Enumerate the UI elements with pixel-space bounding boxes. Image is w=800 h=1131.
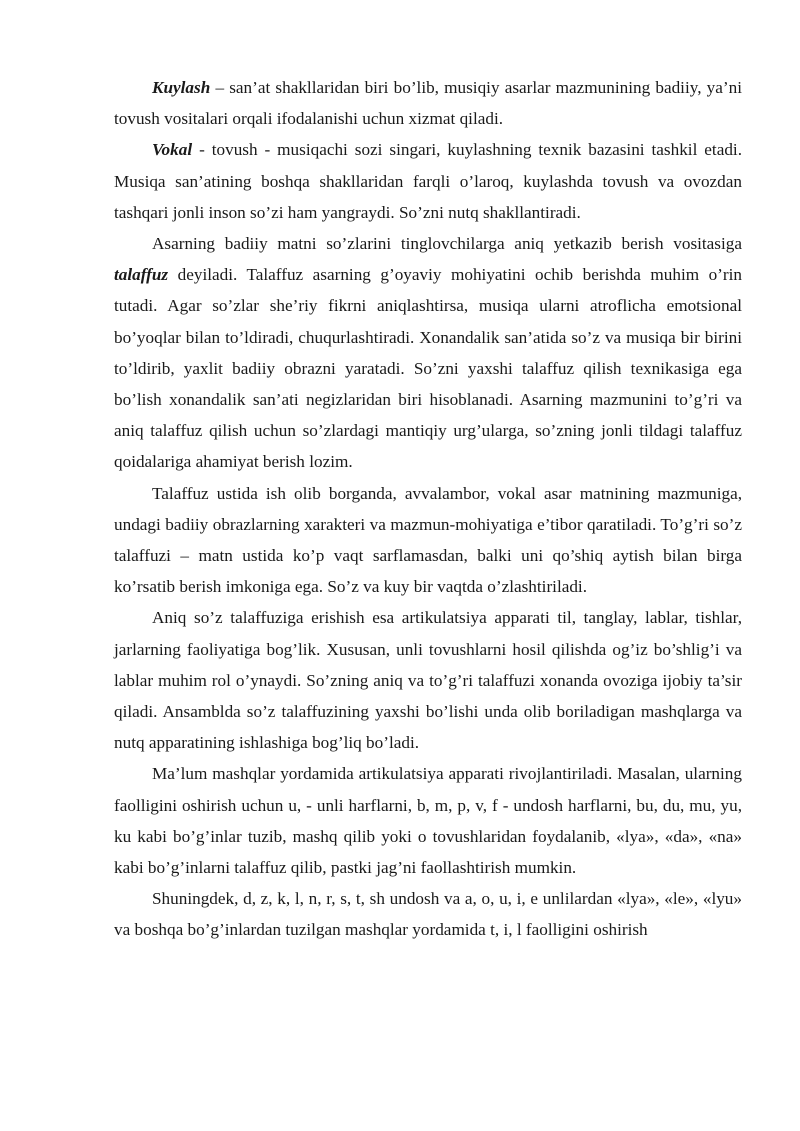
paragraph-artikulatsiya: Aniq so’z talaffuziga erishish esa artikulatsiya apparati til, tanglay, lablar, tishlar, jarlarning faoliyatiga bog’lik. Xususan, unli tovushlarni hosil qilishda og’iz bo’shlig’i va lablar muhim rol o’ynaydi. So’zning aniq va to’g’ri talaffuzi xonanda ovoziga ijobiy ta’sir qiladi. Ansamblda so’z talaffuzining yaxshi bo’lishi unda olib boriladigan mashqlarga va nutq apparatining ishlashiga bog’liq bo’ladi. bbox=[114, 608, 742, 753]
term-talaffuz: talaffuz bbox=[114, 265, 169, 285]
paragraph-text: – san’at shakllaridan biri bo’lib, musiqiy asarlar mazmunining badiiy, ya’ni tovush vositalari orqali ifodalanishi uchun xizmat qiladi. bbox=[114, 78, 742, 129]
paragraph-mashqlar: Ma’lum mashqlar yordamida artikulatsiya apparati rivojlantiriladi. Masalan, ularning faolligini oshirish uchun u, - unli harflarni, b, m, p, v, f - undosh harflarni, bu, du, mu, yu, ku kabi bo’g’inlar tuzib, mashq qilib yoki o tovushlaridan foydalanib, «lya», «da», «na» kabi bo’g’inlarni talaffuz qilib, pastki jag’ni faollashtirish mumkin. bbox=[114, 764, 742, 878]
paragraph-text-before: Asarning badiiy matni so’zlarini tinglovchilarga aniq yetkazib berish vositasiga bbox=[152, 234, 742, 254]
term-kuylash: Kuylash bbox=[152, 78, 211, 97]
paragraph-shuningdek: Shuningdek, d, z, k, l, n, r, s, t, sh undosh va a, o, u, i, e unlilardan «lya», «le», «lyu» va boshqa bo’g’inlardan tuzilgan mashqlar yordamida t, i, l faolligini oshirish bbox=[114, 889, 742, 940]
paragraph-text: deyiladi. Talaffuz asarning g’oyaviy mohiyatini ochib berishda muhim o’rin tutadi. Agar so’zlar she’riy fikrni aniqlashtirsa, musiqa ularni atroflicha emotsional bo’yoqlar bilan to’ldiradi, chuqurlashtiradi. Xonandalik san’atida so’z va musiqa bir birini to’ldirib, yaxlit badiiy obrazni yaratadi. So’zni yaxshi talaffuz qilish texnikasiga ega bo’lish xonandalik san’ati negizlaridan biri hisoblanadi. Asarning mazmunini to’g’ri va aniq talaffuz qilish uchun so’zlardagi mantiqiy urg’ularga, so’zning jonli tildagi talaffuz qoidalariga ahamiyat berish lozim. bbox=[114, 265, 742, 472]
paragraph-text: - tovush - musiqachi sozi singari, kuylashning texnik bazasini tashkil etadi. Musiqa san’atining boshqa shakllaridan farqli o’laroq, kuylashda tovush va ovozdan tashqari jonli inson so’zi ham yangraydi. So’zni nutq shakllantiradi. bbox=[114, 140, 742, 222]
document-page bbox=[114, 72, 742, 946]
term-vokal: Vokal bbox=[152, 140, 193, 160]
paragraph-vokal bbox=[114, 134, 742, 228]
paragraph-talaffuz bbox=[114, 228, 742, 478]
paragraph-talaffuz-ustida: Talaffuz ustida ish olib borganda, avvalambor, vokal asar matnining mazmuniga, undagi badiiy obrazlarning xarakteri va mazmun-mohiyatiga e’tibor qaratiladi. To’g’ri so’z talaffuzi – matn ustida ko’p vaqt sarflamasdan, balki uni qo’shiq aytish bilan birga ko’rsatib berish imkoniga ega. So’z va kuy bir vaqtda o’zlashtiriladi. bbox=[114, 483, 742, 597]
paragraph-kuylash bbox=[114, 72, 742, 134]
